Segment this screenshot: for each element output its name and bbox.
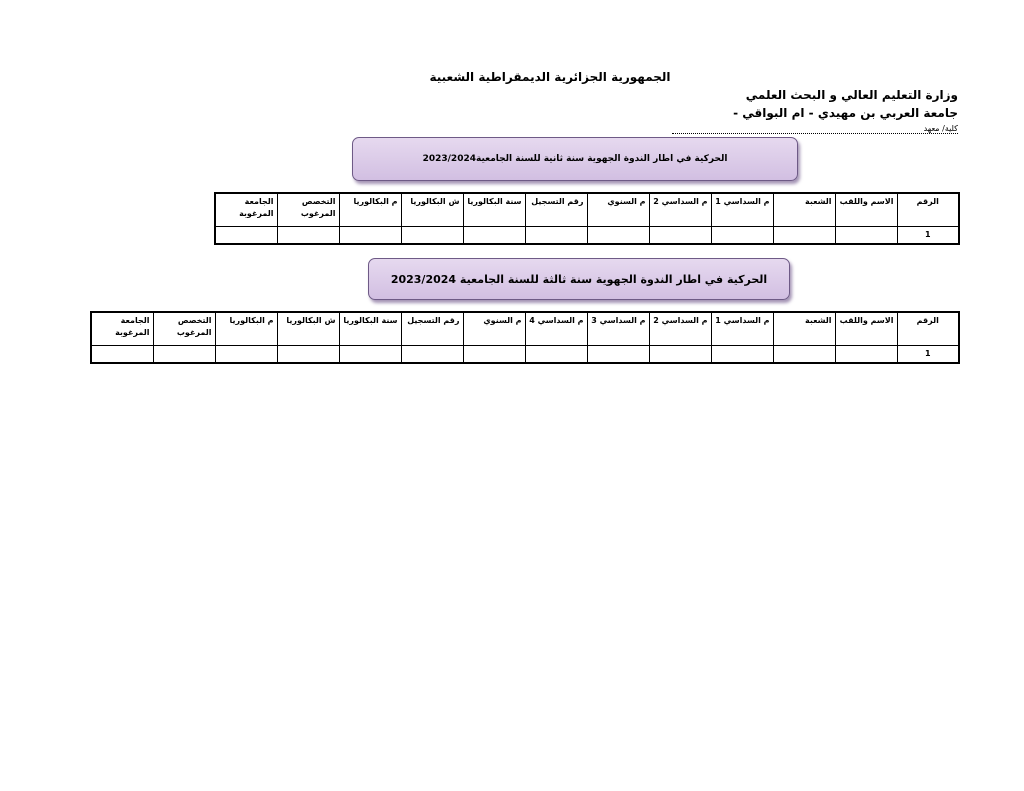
entry-cell[interactable] [401, 346, 463, 364]
entry-cell[interactable] [339, 346, 401, 364]
column-header: رقم التسجيل [525, 193, 587, 227]
republic-title: الجمهورية الجزائرية الديمقراطية الشعبية [429, 70, 671, 84]
third-year-table [90, 311, 960, 364]
entry-cell[interactable] [401, 227, 463, 245]
entry-cell[interactable] [91, 346, 153, 364]
second-year-data-row [215, 227, 959, 245]
entry-cell[interactable] [835, 346, 897, 364]
column-header: الشعبة [773, 312, 835, 346]
third-year-data-row [91, 346, 959, 364]
entry-cell[interactable] [277, 346, 339, 364]
entry-cell[interactable] [525, 346, 587, 364]
second-year-banner [352, 137, 798, 181]
column-header: الرقم [897, 312, 959, 346]
column-header: ش البكالوريا [277, 312, 339, 346]
ministry-title: وزارة التعليم العالي و البحث العلمي [745, 88, 958, 102]
column-header: م السداسي 1 [711, 193, 773, 227]
university-title: جامعة العربي بن مهيدي - ام البواقي - [733, 106, 958, 120]
entry-cell[interactable] [773, 227, 835, 245]
column-header: الجامعة المرغوبة [215, 193, 277, 227]
column-header: ش البكالوريا [401, 193, 463, 227]
column-header: م السداسي 3 [587, 312, 649, 346]
column-header: م البكالوريا [339, 193, 401, 227]
third-year-banner [368, 258, 790, 300]
entry-cell[interactable] [215, 346, 277, 364]
column-header: الاسم واللقب [835, 312, 897, 346]
column-header: التخصص المرغوب [277, 193, 339, 227]
column-header: الاسم واللقب [835, 193, 897, 227]
entry-cell[interactable] [649, 346, 711, 364]
column-header: م السداسي 1 [711, 312, 773, 346]
entry-cell[interactable] [773, 346, 835, 364]
entry-cell[interactable] [215, 227, 277, 245]
entry-cell[interactable] [711, 227, 773, 245]
column-header: الرقم [897, 193, 959, 227]
column-header: م البكالوريا [215, 312, 277, 346]
second-year-table [214, 192, 960, 245]
column-header: الشعبة [773, 193, 835, 227]
entry-cell[interactable] [587, 227, 649, 245]
entry-cell[interactable] [463, 346, 525, 364]
column-header: م السنوي [463, 312, 525, 346]
entry-cell[interactable] [339, 227, 401, 245]
entry-cell[interactable] [277, 227, 339, 245]
column-header: رقم التسجيل [401, 312, 463, 346]
entry-cell[interactable] [153, 346, 215, 364]
entry-cell[interactable] [835, 227, 897, 245]
column-header: التخصص المرغوب [153, 312, 215, 346]
column-header: م السداسي 2 [649, 193, 711, 227]
row-number-cell: 1 [897, 227, 959, 245]
second-year-header-row [215, 193, 959, 227]
column-header: م السنوي [587, 193, 649, 227]
second-year-banner-text: الحركية في اطار الندوة الجهوية سنة ثانية للسنة الجامعية2023/2024 [422, 154, 728, 164]
third-year-banner-text: الحركية في اطار الندوة الجهوية سنة ثالثة للسنة الجامعية 2023/2024 [390, 272, 768, 286]
entry-cell[interactable] [525, 227, 587, 245]
column-header: سنة البكالوريا [463, 193, 525, 227]
column-header: الجامعة المرغوبة [91, 312, 153, 346]
column-header: م السداسي 2 [649, 312, 711, 346]
entry-cell[interactable] [587, 346, 649, 364]
third-year-header-row [91, 312, 959, 346]
column-header: م السداسي 4 [525, 312, 587, 346]
column-header: سنة البكالوريا [339, 312, 401, 346]
entry-cell[interactable] [649, 227, 711, 245]
faculty-label: كلية/ معهد [672, 124, 958, 134]
entry-cell[interactable] [463, 227, 525, 245]
entry-cell[interactable] [711, 346, 773, 364]
row-number-cell: 1 [897, 346, 959, 364]
